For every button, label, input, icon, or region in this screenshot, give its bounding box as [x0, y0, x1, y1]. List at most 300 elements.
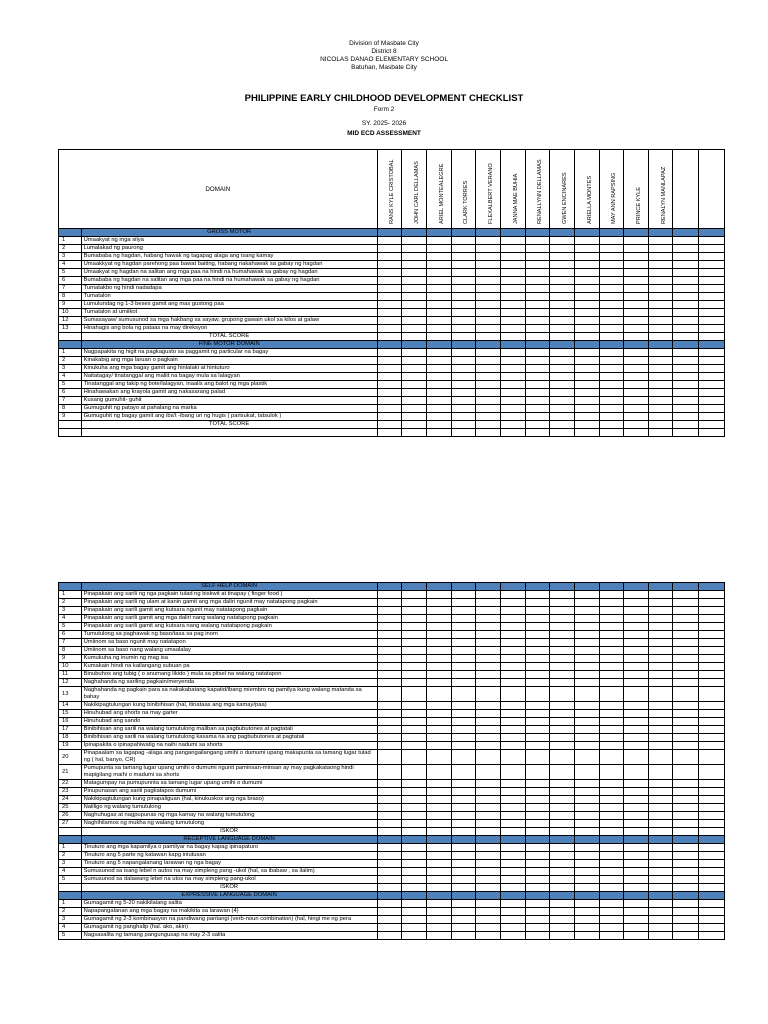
score-cell[interactable] — [624, 852, 649, 860]
score-cell[interactable] — [377, 357, 402, 365]
score-cell[interactable] — [599, 687, 624, 702]
score-cell[interactable] — [673, 718, 699, 726]
score-cell[interactable] — [648, 860, 673, 868]
score-cell[interactable] — [599, 389, 624, 397]
score-cell[interactable] — [402, 365, 427, 373]
score-cell[interactable] — [624, 718, 649, 726]
score-cell[interactable] — [599, 796, 624, 804]
score-cell[interactable] — [402, 373, 427, 381]
score-cell[interactable] — [402, 796, 427, 804]
score-cell[interactable] — [574, 389, 599, 397]
score-cell[interactable] — [599, 623, 624, 631]
score-cell[interactable] — [500, 750, 525, 765]
score-cell[interactable] — [402, 381, 427, 389]
score-cell[interactable] — [699, 325, 725, 333]
score-cell[interactable] — [599, 357, 624, 365]
score-cell[interactable] — [699, 269, 725, 277]
score-cell[interactable] — [451, 639, 476, 647]
score-cell[interactable] — [525, 397, 550, 405]
score-cell[interactable] — [500, 615, 525, 623]
score-cell[interactable] — [525, 253, 550, 261]
score-cell[interactable] — [550, 293, 575, 301]
score-cell[interactable] — [476, 780, 501, 788]
score-cell[interactable] — [426, 269, 451, 277]
score-cell[interactable] — [426, 742, 451, 750]
score-cell[interactable] — [500, 663, 525, 671]
score-cell[interactable] — [476, 381, 501, 389]
score-cell[interactable] — [426, 607, 451, 615]
score-cell[interactable] — [550, 788, 575, 796]
score-cell[interactable] — [525, 333, 550, 341]
score-cell[interactable] — [500, 932, 525, 940]
score-cell[interactable] — [426, 876, 451, 884]
score-cell[interactable] — [402, 780, 427, 788]
score-cell[interactable] — [550, 357, 575, 365]
score-cell[interactable] — [624, 876, 649, 884]
score-cell[interactable] — [699, 381, 725, 389]
score-cell[interactable] — [673, 599, 699, 607]
score-cell[interactable] — [624, 702, 649, 710]
score-cell[interactable] — [574, 607, 599, 615]
score-cell[interactable] — [624, 765, 649, 780]
score-cell[interactable] — [673, 742, 699, 750]
score-cell[interactable] — [550, 663, 575, 671]
score-cell[interactable] — [624, 357, 649, 365]
score-cell[interactable] — [699, 820, 725, 828]
score-cell[interactable] — [525, 237, 550, 245]
score-cell[interactable] — [377, 245, 402, 253]
score-cell[interactable] — [426, 908, 451, 916]
score-cell[interactable] — [550, 844, 575, 852]
score-cell[interactable] — [476, 828, 501, 836]
score-cell[interactable] — [402, 932, 427, 940]
score-cell[interactable] — [624, 726, 649, 734]
score-cell[interactable] — [500, 301, 525, 309]
score-cell[interactable] — [525, 765, 550, 780]
score-cell[interactable] — [451, 765, 476, 780]
score-cell[interactable] — [500, 413, 525, 421]
score-cell[interactable] — [426, 421, 451, 429]
score-cell[interactable] — [377, 868, 402, 876]
score-cell[interactable] — [451, 397, 476, 405]
score-cell[interactable] — [377, 884, 402, 892]
score-cell[interactable] — [525, 615, 550, 623]
score-cell[interactable] — [550, 623, 575, 631]
score-cell[interactable] — [451, 916, 476, 924]
score-cell[interactable] — [599, 726, 624, 734]
score-cell[interactable] — [550, 876, 575, 884]
score-cell[interactable] — [525, 742, 550, 750]
score-cell[interactable] — [699, 421, 725, 429]
score-cell[interactable] — [699, 726, 725, 734]
score-cell[interactable] — [451, 924, 476, 932]
score-cell[interactable] — [648, 852, 673, 860]
score-cell[interactable] — [574, 812, 599, 820]
score-cell[interactable] — [402, 237, 427, 245]
score-cell[interactable] — [402, 615, 427, 623]
score-cell[interactable] — [377, 285, 402, 293]
score-cell[interactable] — [451, 413, 476, 421]
score-cell[interactable] — [451, 884, 476, 892]
score-cell[interactable] — [574, 655, 599, 663]
score-cell[interactable] — [599, 908, 624, 916]
score-cell[interactable] — [476, 639, 501, 647]
score-cell[interactable] — [550, 429, 575, 437]
score-cell[interactable] — [451, 615, 476, 623]
score-cell[interactable] — [525, 599, 550, 607]
score-cell[interactable] — [624, 916, 649, 924]
score-cell[interactable] — [550, 607, 575, 615]
score-cell[interactable] — [648, 924, 673, 932]
score-cell[interactable] — [402, 820, 427, 828]
score-cell[interactable] — [648, 269, 673, 277]
score-cell[interactable] — [426, 844, 451, 852]
score-cell[interactable] — [476, 237, 501, 245]
score-cell[interactable] — [476, 277, 501, 285]
score-cell[interactable] — [673, 357, 699, 365]
score-cell[interactable] — [426, 924, 451, 932]
score-cell[interactable] — [673, 852, 699, 860]
score-cell[interactable] — [525, 357, 550, 365]
score-cell[interactable] — [574, 381, 599, 389]
score-cell[interactable] — [574, 373, 599, 381]
score-cell[interactable] — [500, 844, 525, 852]
score-cell[interactable] — [574, 868, 599, 876]
score-cell[interactable] — [550, 804, 575, 812]
score-cell[interactable] — [500, 679, 525, 687]
score-cell[interactable] — [599, 765, 624, 780]
score-cell[interactable] — [426, 365, 451, 373]
score-cell[interactable] — [476, 607, 501, 615]
score-cell[interactable] — [525, 381, 550, 389]
score-cell[interactable] — [699, 734, 725, 742]
score-cell[interactable] — [599, 285, 624, 293]
score-cell[interactable] — [500, 780, 525, 788]
score-cell[interactable] — [525, 325, 550, 333]
score-cell[interactable] — [500, 860, 525, 868]
score-cell[interactable] — [476, 317, 501, 325]
score-cell[interactable] — [525, 261, 550, 269]
score-cell[interactable] — [377, 413, 402, 421]
score-cell[interactable] — [648, 413, 673, 421]
score-cell[interactable] — [402, 900, 427, 908]
score-cell[interactable] — [648, 277, 673, 285]
score-cell[interactable] — [624, 804, 649, 812]
score-cell[interactable] — [648, 405, 673, 413]
score-cell[interactable] — [426, 655, 451, 663]
score-cell[interactable] — [673, 269, 699, 277]
score-cell[interactable] — [402, 812, 427, 820]
score-cell[interactable] — [624, 884, 649, 892]
score-cell[interactable] — [624, 405, 649, 413]
score-cell[interactable] — [673, 365, 699, 373]
score-cell[interactable] — [648, 333, 673, 341]
score-cell[interactable] — [624, 900, 649, 908]
score-cell[interactable] — [426, 599, 451, 607]
score-cell[interactable] — [451, 788, 476, 796]
score-cell[interactable] — [476, 293, 501, 301]
score-cell[interactable] — [574, 916, 599, 924]
score-cell[interactable] — [451, 796, 476, 804]
score-cell[interactable] — [673, 285, 699, 293]
score-cell[interactable] — [574, 679, 599, 687]
score-cell[interactable] — [476, 916, 501, 924]
score-cell[interactable] — [624, 365, 649, 373]
score-cell[interactable] — [525, 900, 550, 908]
score-cell[interactable] — [599, 932, 624, 940]
score-cell[interactable] — [377, 309, 402, 317]
score-cell[interactable] — [648, 365, 673, 373]
score-cell[interactable] — [451, 429, 476, 437]
score-cell[interactable] — [377, 876, 402, 884]
score-cell[interactable] — [500, 916, 525, 924]
score-cell[interactable] — [599, 663, 624, 671]
score-cell[interactable] — [673, 765, 699, 780]
score-cell[interactable] — [648, 734, 673, 742]
score-cell[interactable] — [550, 405, 575, 413]
score-cell[interactable] — [476, 852, 501, 860]
score-cell[interactable] — [377, 607, 402, 615]
score-cell[interactable] — [525, 750, 550, 765]
score-cell[interactable] — [673, 687, 699, 702]
score-cell[interactable] — [574, 293, 599, 301]
score-cell[interactable] — [451, 655, 476, 663]
score-cell[interactable] — [377, 765, 402, 780]
score-cell[interactable] — [673, 389, 699, 397]
score-cell[interactable] — [624, 908, 649, 916]
score-cell[interactable] — [500, 349, 525, 357]
score-cell[interactable] — [451, 631, 476, 639]
score-cell[interactable] — [699, 765, 725, 780]
score-cell[interactable] — [377, 780, 402, 788]
score-cell[interactable] — [699, 349, 725, 357]
score-cell[interactable] — [402, 309, 427, 317]
score-cell[interactable] — [574, 780, 599, 788]
score-cell[interactable] — [550, 421, 575, 429]
score-cell[interactable] — [377, 405, 402, 413]
score-cell[interactable] — [624, 860, 649, 868]
score-cell[interactable] — [500, 639, 525, 647]
score-cell[interactable] — [377, 734, 402, 742]
score-cell[interactable] — [525, 924, 550, 932]
score-cell[interactable] — [476, 734, 501, 742]
score-cell[interactable] — [525, 804, 550, 812]
score-cell[interactable] — [525, 702, 550, 710]
score-cell[interactable] — [377, 631, 402, 639]
score-cell[interactable] — [451, 607, 476, 615]
score-cell[interactable] — [648, 812, 673, 820]
score-cell[interactable] — [599, 405, 624, 413]
score-cell[interactable] — [451, 671, 476, 679]
score-cell[interactable] — [476, 679, 501, 687]
score-cell[interactable] — [574, 285, 599, 293]
score-cell[interactable] — [451, 710, 476, 718]
score-cell[interactable] — [673, 405, 699, 413]
score-cell[interactable] — [550, 742, 575, 750]
score-cell[interactable] — [624, 293, 649, 301]
score-cell[interactable] — [451, 317, 476, 325]
score-cell[interactable] — [476, 253, 501, 261]
score-cell[interactable] — [426, 852, 451, 860]
score-cell[interactable] — [648, 884, 673, 892]
score-cell[interactable] — [426, 765, 451, 780]
score-cell[interactable] — [648, 421, 673, 429]
score-cell[interactable] — [525, 373, 550, 381]
score-cell[interactable] — [550, 373, 575, 381]
score-cell[interactable] — [377, 812, 402, 820]
score-cell[interactable] — [476, 429, 501, 437]
score-cell[interactable] — [699, 301, 725, 309]
score-cell[interactable] — [500, 852, 525, 860]
score-cell[interactable] — [451, 844, 476, 852]
score-cell[interactable] — [599, 325, 624, 333]
score-cell[interactable] — [550, 413, 575, 421]
score-cell[interactable] — [574, 860, 599, 868]
score-cell[interactable] — [550, 860, 575, 868]
score-cell[interactable] — [525, 718, 550, 726]
score-cell[interactable] — [476, 726, 501, 734]
score-cell[interactable] — [550, 780, 575, 788]
score-cell[interactable] — [673, 796, 699, 804]
score-cell[interactable] — [476, 421, 501, 429]
score-cell[interactable] — [550, 796, 575, 804]
score-cell[interactable] — [402, 357, 427, 365]
score-cell[interactable] — [673, 710, 699, 718]
score-cell[interactable] — [426, 325, 451, 333]
score-cell[interactable] — [476, 687, 501, 702]
score-cell[interactable] — [599, 710, 624, 718]
score-cell[interactable] — [525, 269, 550, 277]
score-cell[interactable] — [500, 357, 525, 365]
score-cell[interactable] — [426, 309, 451, 317]
score-cell[interactable] — [476, 365, 501, 373]
score-cell[interactable] — [377, 253, 402, 261]
score-cell[interactable] — [500, 647, 525, 655]
score-cell[interactable] — [648, 780, 673, 788]
score-cell[interactable] — [699, 868, 725, 876]
score-cell[interactable] — [402, 631, 427, 639]
score-cell[interactable] — [500, 812, 525, 820]
score-cell[interactable] — [426, 245, 451, 253]
score-cell[interactable] — [377, 828, 402, 836]
score-cell[interactable] — [500, 820, 525, 828]
score-cell[interactable] — [574, 639, 599, 647]
score-cell[interactable] — [699, 253, 725, 261]
score-cell[interactable] — [624, 277, 649, 285]
score-cell[interactable] — [525, 607, 550, 615]
score-cell[interactable] — [500, 868, 525, 876]
score-cell[interactable] — [673, 726, 699, 734]
score-cell[interactable] — [574, 325, 599, 333]
score-cell[interactable] — [476, 591, 501, 599]
score-cell[interactable] — [402, 389, 427, 397]
score-cell[interactable] — [500, 876, 525, 884]
score-cell[interactable] — [574, 884, 599, 892]
score-cell[interactable] — [599, 828, 624, 836]
score-cell[interactable] — [599, 245, 624, 253]
score-cell[interactable] — [476, 765, 501, 780]
score-cell[interactable] — [402, 317, 427, 325]
score-cell[interactable] — [599, 421, 624, 429]
score-cell[interactable] — [451, 623, 476, 631]
score-cell[interactable] — [451, 900, 476, 908]
score-cell[interactable] — [500, 269, 525, 277]
score-cell[interactable] — [550, 687, 575, 702]
score-cell[interactable] — [500, 325, 525, 333]
score-cell[interactable] — [673, 413, 699, 421]
score-cell[interactable] — [476, 357, 501, 365]
score-cell[interactable] — [624, 679, 649, 687]
score-cell[interactable] — [476, 876, 501, 884]
score-cell[interactable] — [500, 924, 525, 932]
score-cell[interactable] — [451, 277, 476, 285]
score-cell[interactable] — [699, 373, 725, 381]
score-cell[interactable] — [525, 293, 550, 301]
score-cell[interactable] — [574, 852, 599, 860]
score-cell[interactable] — [574, 413, 599, 421]
score-cell[interactable] — [550, 852, 575, 860]
score-cell[interactable] — [699, 333, 725, 341]
score-cell[interactable] — [476, 900, 501, 908]
score-cell[interactable] — [599, 317, 624, 325]
score-cell[interactable] — [451, 285, 476, 293]
score-cell[interactable] — [500, 333, 525, 341]
score-cell[interactable] — [624, 924, 649, 932]
score-cell[interactable] — [673, 750, 699, 765]
score-cell[interactable] — [377, 591, 402, 599]
score-cell[interactable] — [624, 429, 649, 437]
score-cell[interactable] — [476, 908, 501, 916]
score-cell[interactable] — [673, 820, 699, 828]
score-cell[interactable] — [426, 301, 451, 309]
score-cell[interactable] — [673, 591, 699, 599]
score-cell[interactable] — [525, 908, 550, 916]
score-cell[interactable] — [599, 253, 624, 261]
score-cell[interactable] — [500, 710, 525, 718]
score-cell[interactable] — [648, 373, 673, 381]
score-cell[interactable] — [402, 269, 427, 277]
score-cell[interactable] — [426, 750, 451, 765]
score-cell[interactable] — [599, 269, 624, 277]
score-cell[interactable] — [377, 655, 402, 663]
score-cell[interactable] — [574, 397, 599, 405]
score-cell[interactable] — [599, 591, 624, 599]
score-cell[interactable] — [673, 293, 699, 301]
score-cell[interactable] — [599, 277, 624, 285]
score-cell[interactable] — [699, 429, 725, 437]
score-cell[interactable] — [426, 860, 451, 868]
score-cell[interactable] — [402, 726, 427, 734]
score-cell[interactable] — [550, 397, 575, 405]
score-cell[interactable] — [476, 663, 501, 671]
score-cell[interactable] — [699, 687, 725, 702]
score-cell[interactable] — [500, 734, 525, 742]
score-cell[interactable] — [402, 844, 427, 852]
score-cell[interactable] — [599, 429, 624, 437]
score-cell[interactable] — [550, 655, 575, 663]
score-cell[interactable] — [673, 908, 699, 916]
score-cell[interactable] — [574, 599, 599, 607]
score-cell[interactable] — [402, 655, 427, 663]
score-cell[interactable] — [648, 381, 673, 389]
score-cell[interactable] — [451, 389, 476, 397]
score-cell[interactable] — [402, 852, 427, 860]
score-cell[interactable] — [451, 820, 476, 828]
score-cell[interactable] — [500, 765, 525, 780]
score-cell[interactable] — [451, 365, 476, 373]
score-cell[interactable] — [426, 702, 451, 710]
score-cell[interactable] — [699, 357, 725, 365]
